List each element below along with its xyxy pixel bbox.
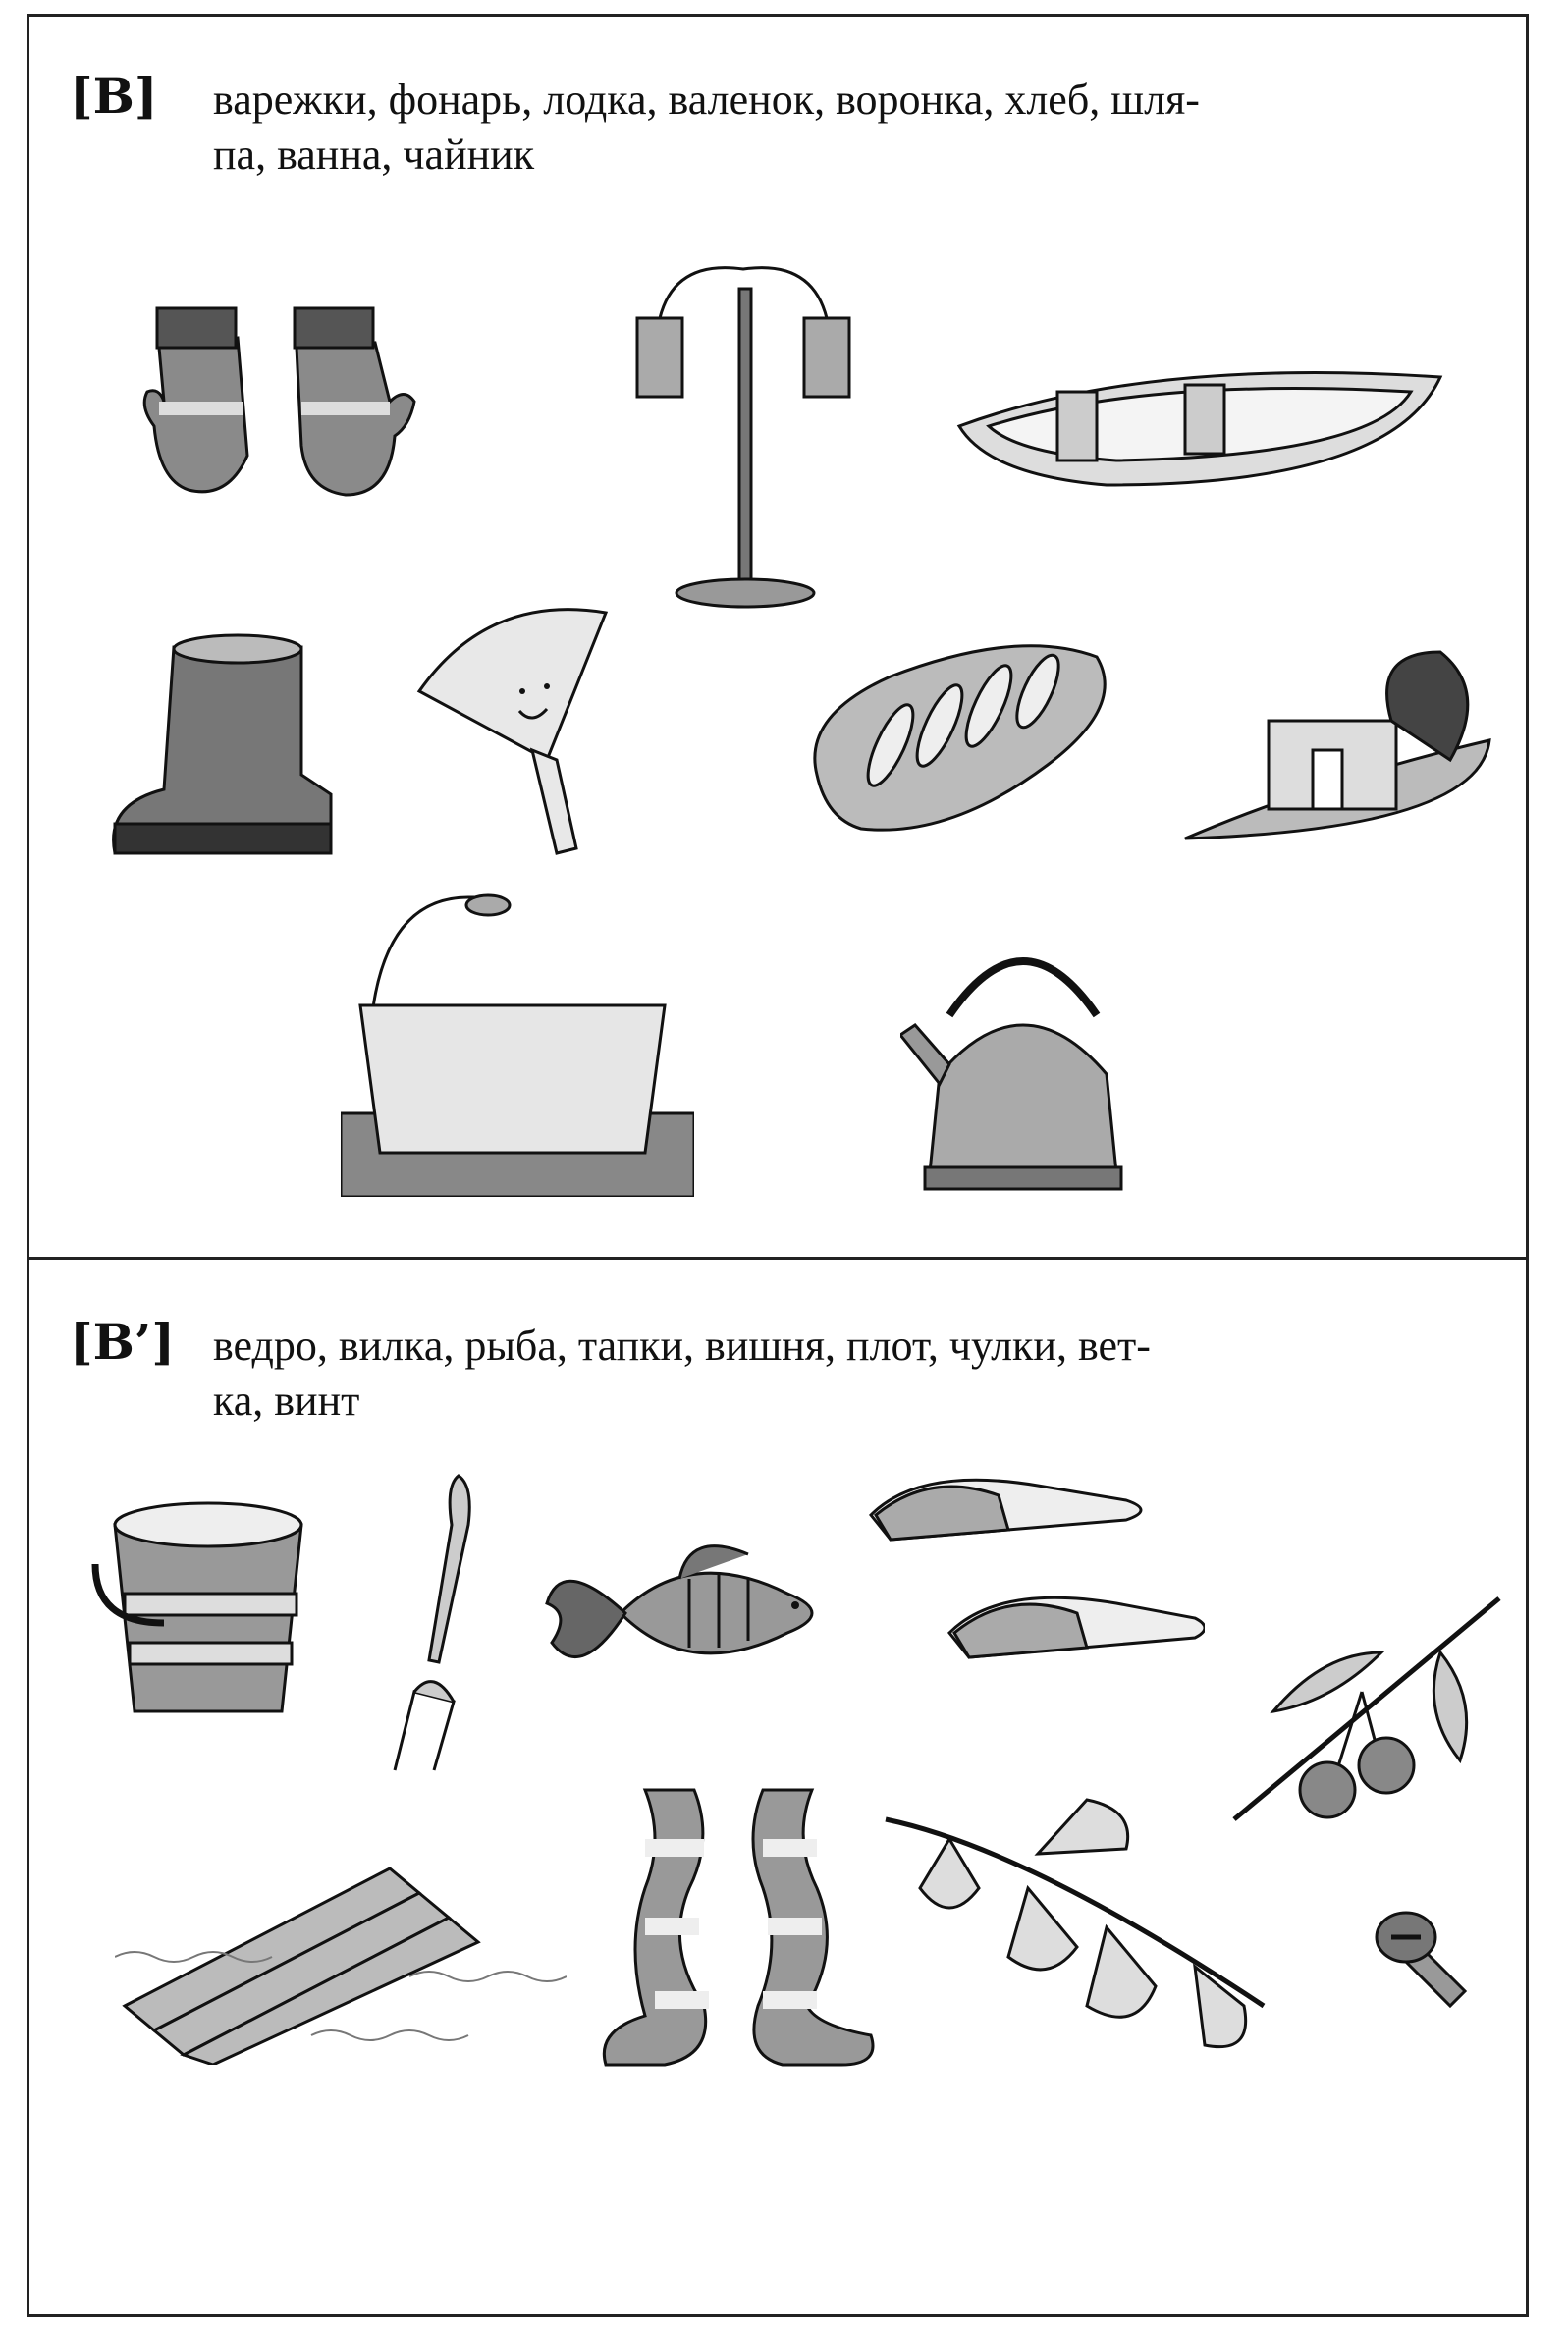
word-list-b-line2: па, ванна, чайник — [213, 131, 535, 179]
word-list-b-soft-line2: ка, винт — [213, 1377, 360, 1425]
boat-icon — [949, 338, 1460, 514]
word-list-b — [213, 73, 1489, 183]
sound-label-b-soft: [В’] — [70, 1313, 175, 1371]
kettle-icon — [900, 927, 1146, 1197]
word-list-b-line1: варежки, фонарь, лодка, валенок, воронка, хлеб, шля- — [213, 76, 1200, 124]
slippers-icon — [861, 1456, 1205, 1677]
street-lamp-icon — [616, 249, 891, 618]
felt-boot-icon — [105, 627, 341, 873]
fish-icon — [542, 1525, 841, 1702]
section-b — [27, 14, 1529, 1257]
raft-icon — [115, 1839, 567, 2065]
word-list-b-soft-line1: ведро, вилка, рыба, тапки, вишня, плот, чулки, вет- — [213, 1322, 1151, 1370]
fork-icon — [375, 1466, 493, 1780]
funnel-icon — [409, 603, 635, 868]
sound-label-b: [В] — [70, 67, 158, 125]
section-b-soft — [27, 1260, 1529, 2317]
bread-icon — [802, 627, 1116, 843]
word-list-b-soft — [213, 1319, 1489, 1429]
bathtub-icon — [341, 878, 694, 1197]
stockings-icon — [586, 1780, 891, 2075]
branch-icon — [881, 1780, 1273, 2065]
mittens-icon — [120, 289, 483, 514]
hat-icon — [1175, 632, 1509, 858]
bucket-icon — [76, 1495, 341, 1731]
screw-icon — [1372, 1898, 1480, 2016]
